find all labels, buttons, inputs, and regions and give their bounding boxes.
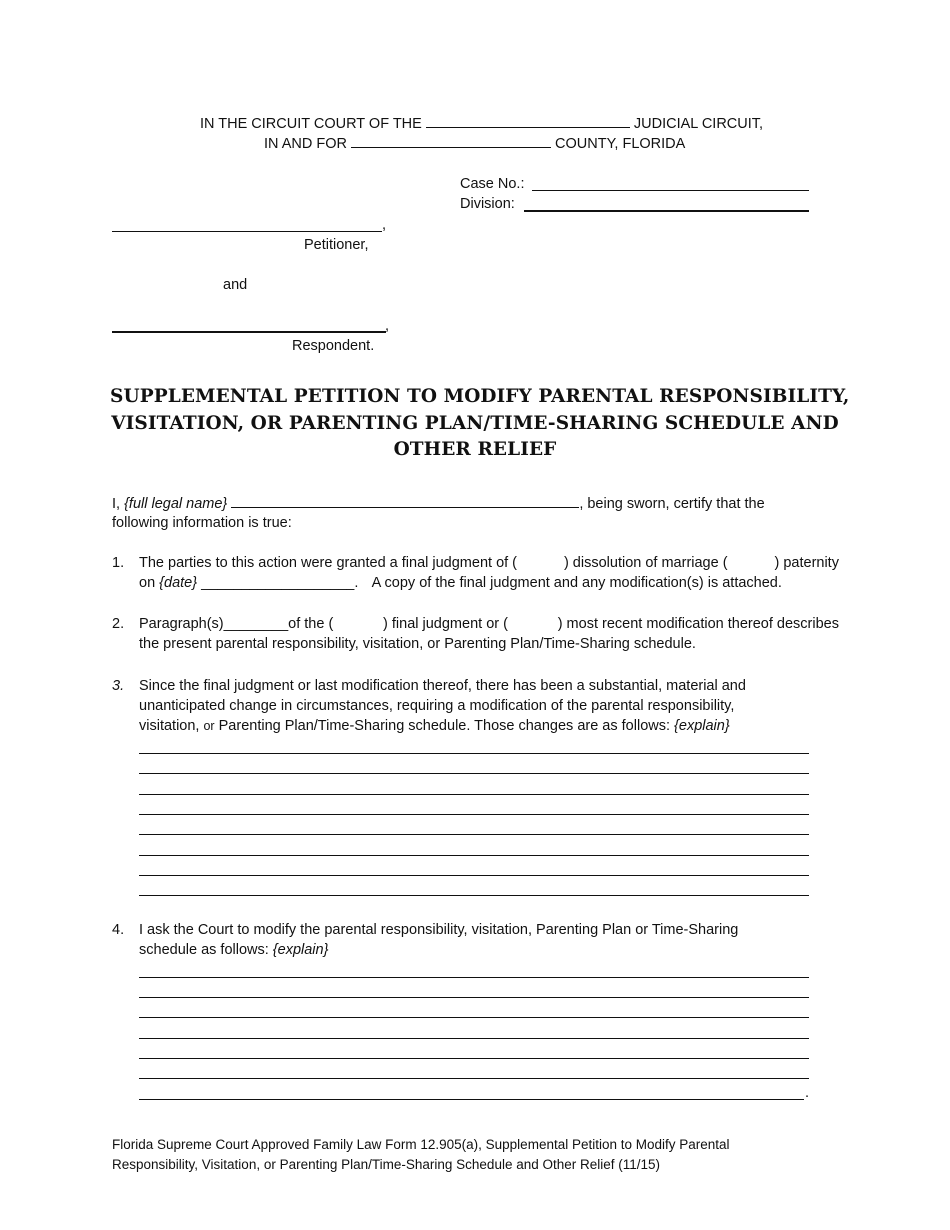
modification-explain-line[interactable] bbox=[139, 1099, 804, 1100]
division-label: Division: bbox=[460, 196, 515, 212]
changes-explain-line[interactable] bbox=[139, 855, 809, 856]
changes-explain-line[interactable] bbox=[139, 895, 809, 896]
changes-explain-line[interactable] bbox=[139, 814, 809, 815]
item-2-number: 2. bbox=[112, 616, 125, 632]
respondent-name-field[interactable] bbox=[112, 331, 386, 333]
item-2: Paragraph(s)________of the ( ) final judgment or ( ) most recent modification thereof describes the present parental responsibility, visitation, or Parenting Plan/Time-Sharing schedule. bbox=[139, 616, 839, 652]
changes-explain-line[interactable] bbox=[139, 875, 809, 876]
full-legal-name-field[interactable] bbox=[231, 493, 579, 508]
item-3-number: 3. bbox=[112, 678, 125, 694]
modification-explain-line[interactable] bbox=[139, 1038, 809, 1039]
paragraph-number-field[interactable]: ________ bbox=[223, 616, 289, 632]
changes-explain-line[interactable] bbox=[139, 834, 809, 835]
recent-modification-checkbox[interactable] bbox=[530, 614, 536, 634]
case-no-field[interactable] bbox=[532, 190, 809, 191]
county-field[interactable] bbox=[351, 133, 551, 148]
changes-explain-line[interactable] bbox=[139, 794, 809, 795]
court-circuit-line: IN THE CIRCUIT COURT OF THE JUDICIAL CIRCUIT, bbox=[200, 113, 763, 134]
modification-explain-line[interactable] bbox=[139, 1017, 809, 1018]
item-4-number: 4. bbox=[112, 922, 125, 938]
division-field[interactable] bbox=[524, 210, 809, 212]
respondent-comma: , bbox=[385, 318, 390, 334]
petitioner-name-field[interactable] bbox=[112, 231, 382, 232]
modification-explain-line[interactable] bbox=[139, 977, 809, 978]
modification-explain-line[interactable] bbox=[139, 1078, 809, 1079]
intro-line-2: following information is true: bbox=[112, 515, 292, 531]
paternity-checkbox[interactable] bbox=[747, 553, 755, 573]
county-line: IN AND FOR COUNTY, FLORIDA bbox=[264, 133, 685, 154]
item-1: The parties to this action were granted a final judgment of ( ) dissolution of marriage ( ) paternity on {date} ___________________. A copy of the final judgment and any modification(s) is attached. bbox=[139, 555, 839, 591]
item-1-number: 1. bbox=[112, 555, 125, 571]
item-4: I ask the Court to modify the parental responsibility, visitation, Parenting Plan or Time-Sharing schedule as follows: {explain} bbox=[139, 922, 739, 958]
case-no-label: Case No.: bbox=[460, 176, 525, 192]
item-3: Since the final judgment or last modification thereof, there has been a substantial, material and unanticipated change in circumstances, requiring a modification of the parental responsibility, visitation, or Parenting Plan/Time-Sharing schedule. Those changes are as follows: {explain} bbox=[139, 678, 746, 734]
modification-explain-line[interactable] bbox=[139, 997, 809, 998]
and-label: and bbox=[223, 277, 248, 293]
respondent-label: Respondent. bbox=[292, 338, 375, 354]
modification-explain-line[interactable] bbox=[139, 1058, 809, 1059]
judicial-circuit-field[interactable] bbox=[426, 113, 630, 128]
changes-explain-line[interactable] bbox=[139, 753, 809, 754]
changes-explain-line[interactable] bbox=[139, 773, 809, 774]
petitioner-label: Petitioner, bbox=[304, 237, 369, 253]
final-judgment-checkbox[interactable] bbox=[355, 614, 361, 634]
petitioner-comma: , bbox=[382, 217, 387, 233]
document-title: SUPPLEMENTAL PETITION TO MODIFY PARENTAL RESPONSIBILITY, VISITATION, OR PARENTING PLAN/TIME-SHARING SCHEDULE AND OTHER RELIEF bbox=[110, 386, 850, 460]
form-footer: Florida Supreme Court Approved Family Law Form 12.905(a), Supplemental Petition to Modify Parental Responsibility, Visitation, or Parenting Plan/Time-Sharing Schedule and Other Relief (11/15) bbox=[112, 1137, 730, 1172]
final-judgment-dissolution-checkbox[interactable] bbox=[536, 553, 544, 573]
end-period: . bbox=[805, 1085, 810, 1101]
judgment-date-field[interactable]: ___________________. bbox=[201, 575, 359, 591]
intro-line: I, {full legal name} , being sworn, certify that the bbox=[112, 493, 765, 514]
